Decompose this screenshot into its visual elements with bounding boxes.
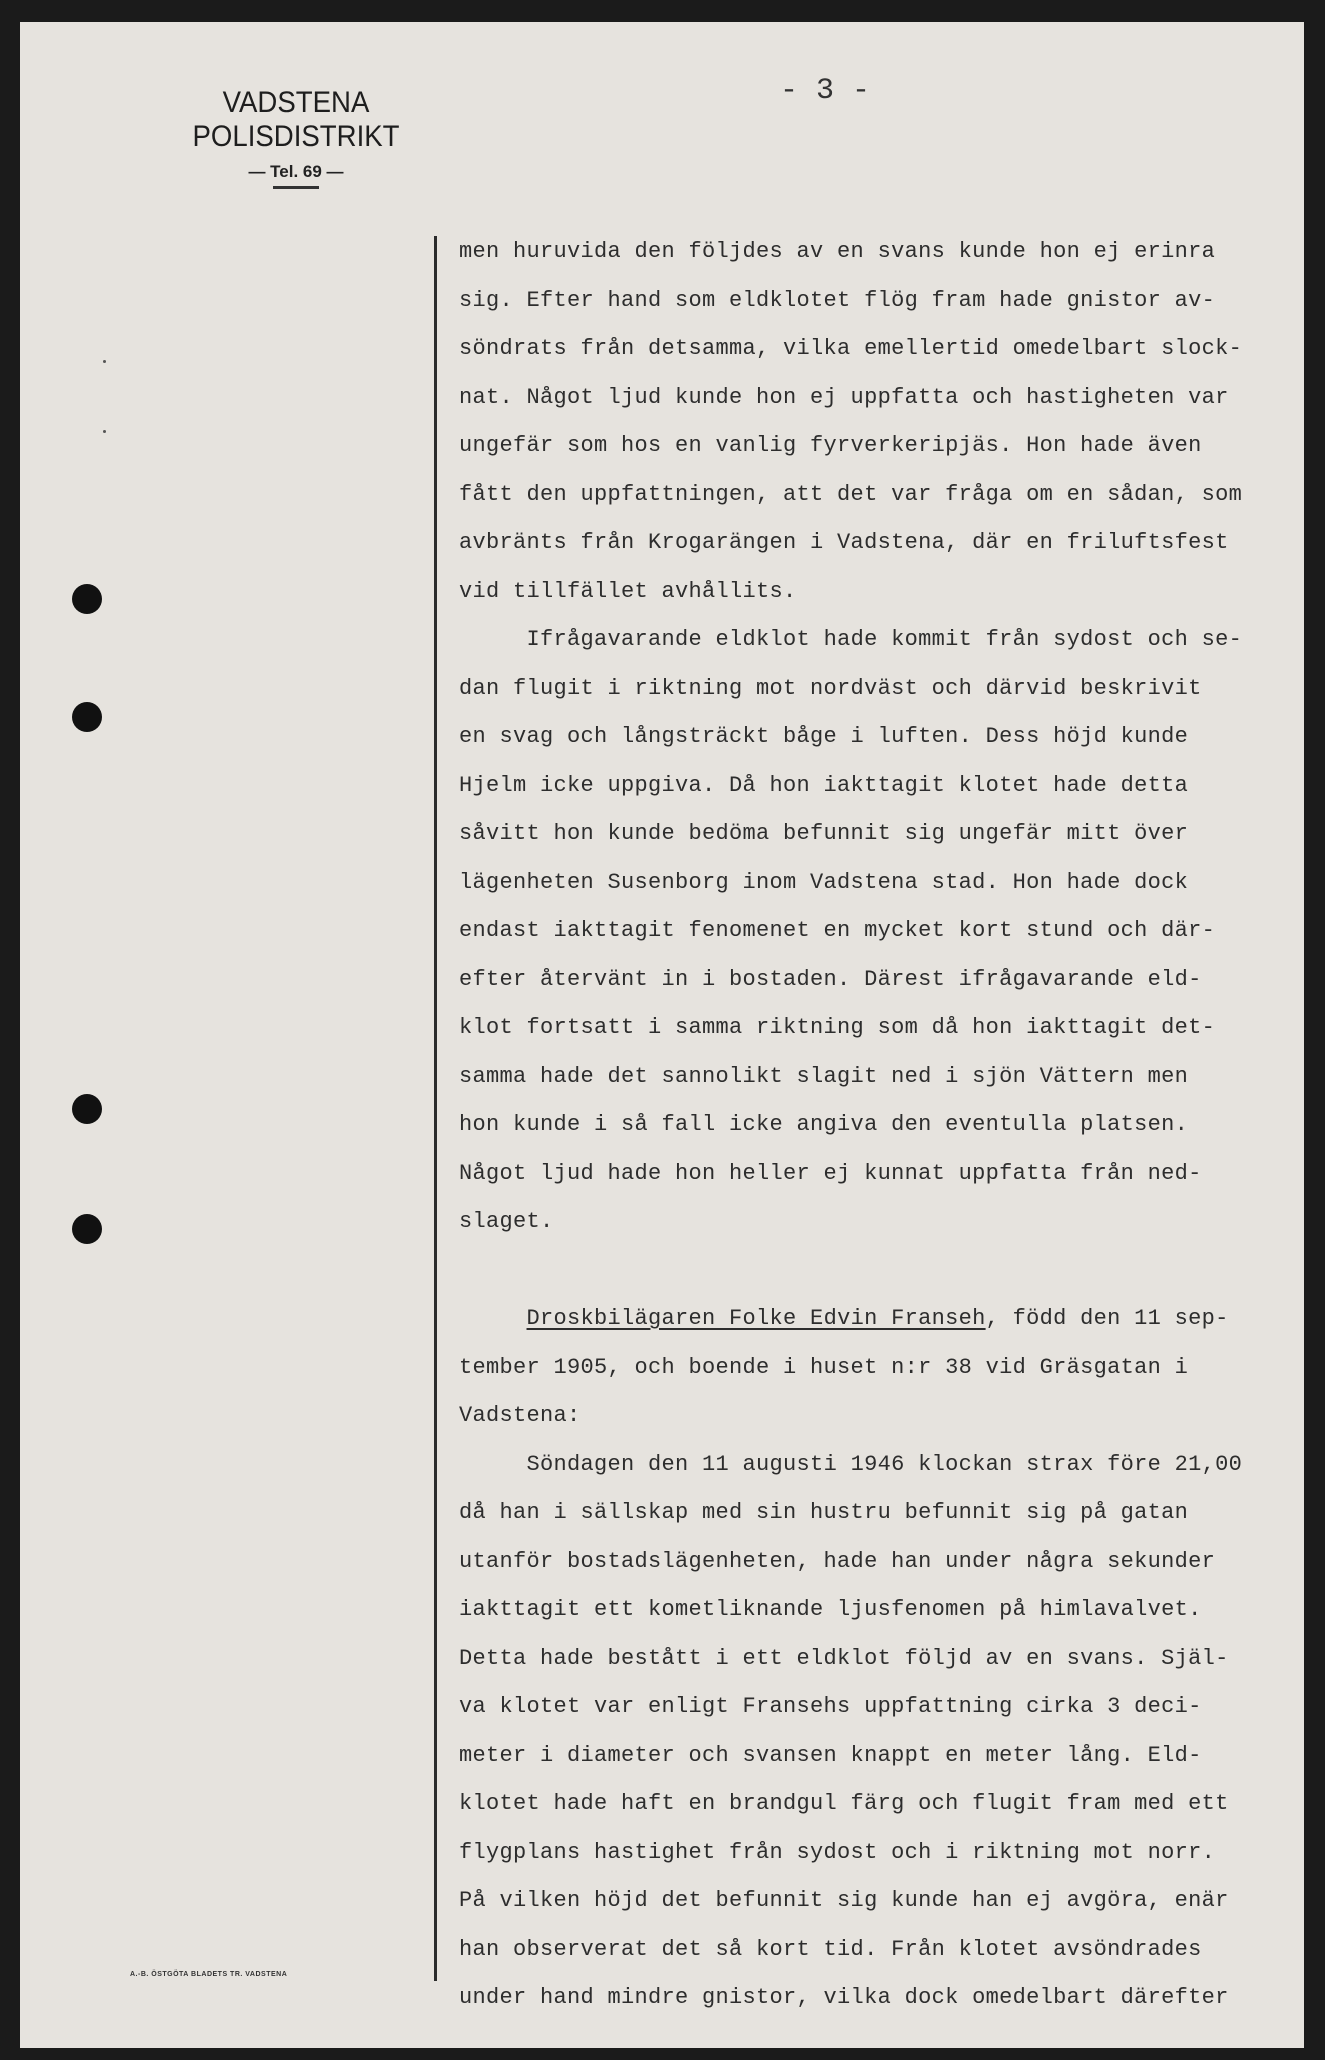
text-line <box>459 1295 1289 1344</box>
text-line <box>459 1441 1289 1490</box>
text-line <box>459 907 1289 956</box>
text-line <box>459 1926 1289 1975</box>
line-text: Något ljud hade hon heller ej kunnat uppfatta från ned- <box>459 1160 1202 1186</box>
line-text: avbränts från Krogarängen i Vadstena, där en friluftsfest <box>459 530 1229 555</box>
text-line <box>459 228 1289 277</box>
line-text: ungefär som hos en vanlig fyrverkeripjäs. Hon hade även <box>459 433 1202 458</box>
text-line <box>459 374 1289 423</box>
text-line <box>459 1538 1289 1587</box>
text-line <box>459 277 1289 326</box>
text-line <box>459 1586 1289 1635</box>
line-text: nat. Något ljud kunde hon ej uppfatta och hastigheten var <box>459 384 1229 410</box>
letterhead-rule <box>273 186 319 189</box>
line-text: en svag och långsträckt båge i luften. Dess höjd kunde <box>459 724 1189 749</box>
margin-mark <box>103 430 106 433</box>
line-text: Detta hade bestått i ett eldklot följd av en svans. Själ- <box>459 1645 1229 1671</box>
text-line <box>459 422 1289 471</box>
text-line <box>459 1974 1289 2023</box>
text-line <box>459 1150 1289 1199</box>
line-text: under hand mindre gnistor, vilka dock omedelbart därefter <box>459 1985 1229 2010</box>
text-line <box>459 1101 1289 1150</box>
line-text: klotet hade haft en brandgul färg och flugit fram med ett <box>459 1791 1229 1816</box>
line-text: samma hade det sannolikt slagit ned i sjön Vättern men <box>459 1063 1189 1089</box>
text-line <box>459 471 1289 520</box>
line-text: lägenheten Susenborg inom Vadstena stad. Hon hade dock <box>459 869 1189 895</box>
line-text: såvitt hon kunde bedöma befunnit sig ungefär mitt över <box>459 821 1189 846</box>
text-line <box>459 1780 1289 1829</box>
text-line <box>459 1004 1289 1053</box>
line-text: då han i sällskap med sin hustru befunnit sig på gatan <box>459 1500 1189 1525</box>
punch-hole <box>72 1094 102 1124</box>
underlined-name: Droskbilägaren Folke Edvin Franseh <box>526 1306 986 1331</box>
line-text: men huruvida den följdes av en svans kunde hon ej erinra <box>459 239 1216 264</box>
text-line <box>459 519 1289 568</box>
margin-mark <box>103 360 106 363</box>
text-line <box>459 1247 1289 1296</box>
line-text: va klotet var enligt Fransehs uppfattning cirka 3 deci- <box>459 1694 1202 1719</box>
text-line <box>459 762 1289 811</box>
text-line <box>459 956 1289 1005</box>
line-text: Vadstena: <box>459 1403 581 1428</box>
line-text: meter i diameter och svansen knappt en meter lång. Eld- <box>459 1742 1202 1768</box>
text-line <box>459 859 1289 908</box>
line-text: flygplans hastighet från sydost och i riktning mot norr. <box>459 1839 1216 1865</box>
text-line <box>459 325 1289 374</box>
line-text: iakttagit ett kometliknande ljusfenomen på himlavalvet. <box>459 1597 1202 1622</box>
punch-hole <box>72 702 102 732</box>
punch-hole <box>72 584 102 614</box>
printer-mark: A.-B. ÖSTGÖTA BLADETS TR. VADSTENA <box>130 1971 288 1978</box>
letterhead-organization: VADSTENA POLISDISTRIKT <box>192 86 400 153</box>
text-line <box>459 713 1289 762</box>
line-text <box>459 1452 527 1477</box>
text-line <box>459 1344 1289 1393</box>
line-text: , född den 11 sep- <box>985 1306 1229 1331</box>
line-text: klot fortsatt i samma riktning som då hon iakttagit det- <box>459 1015 1216 1040</box>
page-number: - 3 - <box>780 74 871 108</box>
line-text: Ifrågavarande eldklot hade kommit från sydost och se- <box>526 627 1243 652</box>
line-text: han observerat det så kort tid. Från klotet avsöndrades <box>459 1936 1202 1962</box>
line-text: utanför bostadslägenheten, hade han under några sekunder <box>459 1548 1216 1574</box>
line-text: Hjelm icke uppgiva. Då hon iakttagit klotet hade detta <box>459 772 1189 798</box>
text-line <box>459 1198 1289 1247</box>
line-text: tember 1905, och boende i huset n:r 38 vid Gräsgatan i <box>459 1354 1189 1380</box>
text-line <box>459 1732 1289 1781</box>
text-line <box>459 1829 1289 1878</box>
line-text: Söndagen den 11 augusti 1946 klockan strax före 21,00 <box>526 1451 1243 1477</box>
text-line <box>459 1877 1289 1926</box>
margin-rule <box>434 236 437 1981</box>
text-line <box>459 1392 1289 1441</box>
line-text <box>459 627 527 652</box>
text-line <box>459 568 1289 617</box>
text-line <box>459 1489 1289 1538</box>
text-line <box>459 665 1289 714</box>
line-text: söndrats från detsamma, vilka emellertid omedelbart slock- <box>459 336 1243 361</box>
body-text <box>459 228 1289 2023</box>
text-line <box>459 1635 1289 1684</box>
letterhead <box>116 86 476 189</box>
punch-hole <box>72 1214 102 1244</box>
line-text <box>459 1306 527 1331</box>
line-text: sig. Efter hand som eldklotet flög fram hade gnistor av- <box>459 287 1216 313</box>
line-text: dan flugit i riktning mot nordväst och därvid beskrivit <box>459 675 1202 701</box>
line-text: efter återvänt in i bostaden. Därest ifrågavarande eld- <box>459 966 1202 992</box>
letterhead-telephone: — Tel. 69 — <box>248 162 344 181</box>
line-text: endast iakttagit fenomenet en mycket kort stund och där- <box>459 918 1216 943</box>
text-line <box>459 616 1289 665</box>
text-line <box>459 1053 1289 1102</box>
line-text: slaget. <box>459 1209 554 1234</box>
line-text: fått den uppfattningen, att det var fråga om en sådan, som <box>459 481 1243 507</box>
line-text: vid tillfället avhållits. <box>459 578 797 604</box>
line-text: På vilken höjd det befunnit sig kunde han ej avgöra, enär <box>459 1888 1229 1913</box>
text-line <box>459 1683 1289 1732</box>
text-line <box>459 810 1289 859</box>
line-text: hon kunde i så fall icke angiva den eventulla platsen. <box>459 1112 1189 1137</box>
